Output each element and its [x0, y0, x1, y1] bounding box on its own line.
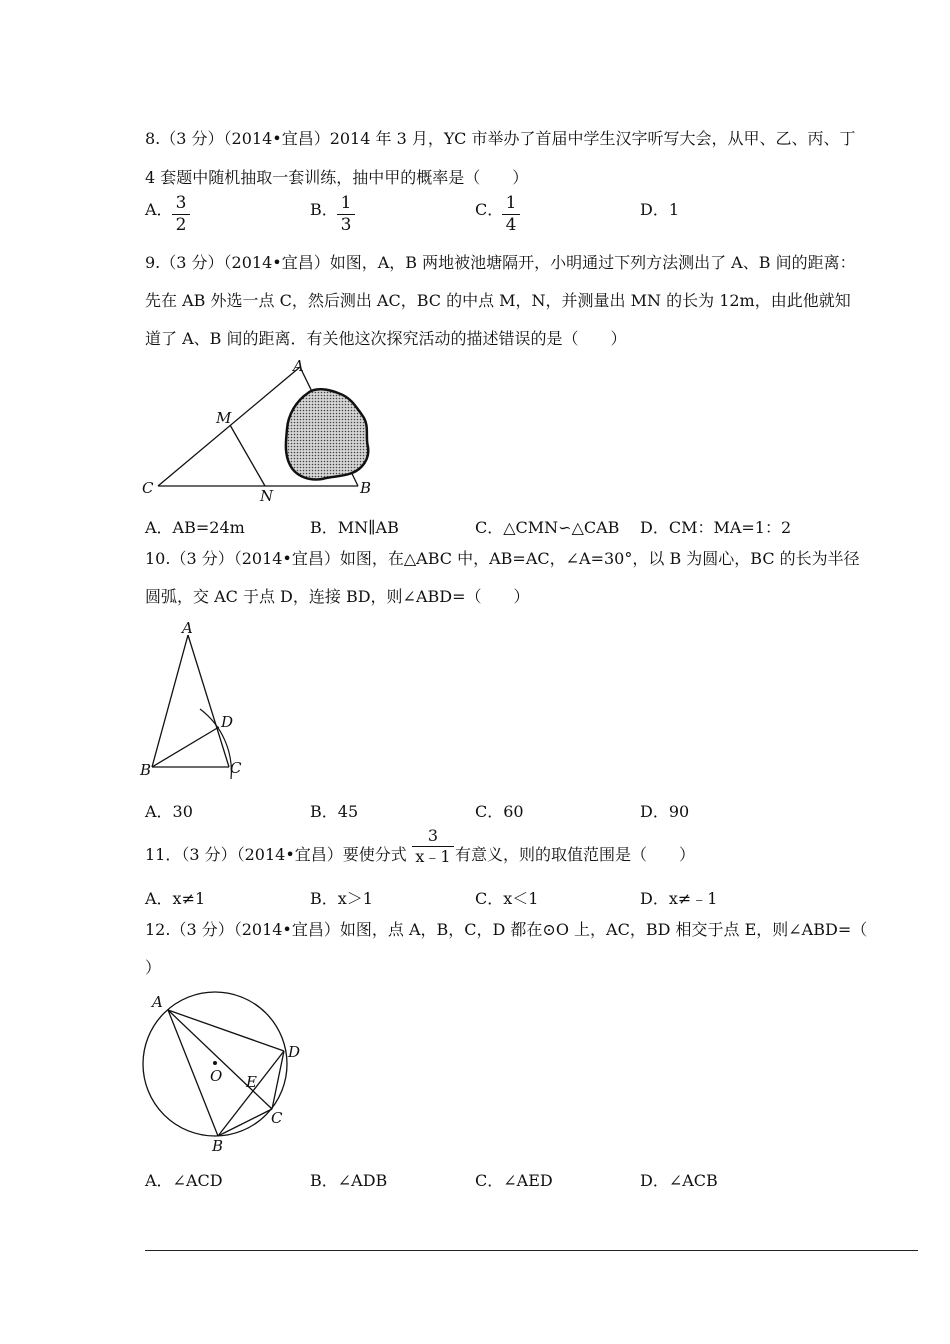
segment-bd: [152, 727, 219, 767]
q9-option-d: D．CM：MA=1：2: [640, 518, 792, 537]
option-label: D．: [640, 200, 669, 219]
numerator: 1: [505, 193, 517, 213]
q12-option-b: B．∠ADB: [310, 1171, 388, 1190]
q12-circle-figure: [138, 985, 313, 1155]
numerator: 3: [427, 826, 439, 845]
q12-stem-line2: ）: [145, 958, 162, 977]
label-e: E: [246, 1073, 257, 1091]
option-text: 1: [668, 200, 680, 219]
q9-stem-line2: 先在 AB 外选一点 C，然后测出 AC，BC 的中点 M，N，并测量出 MN 的长为 12m，由此他就知: [145, 291, 851, 310]
q9-option-a: A．AB=24m: [145, 518, 245, 537]
q12-option-d: D．∠ACB: [640, 1171, 718, 1190]
q10-option-b: B．45: [310, 802, 359, 821]
q8-option-b: [310, 197, 338, 220]
q8-option-b-fraction: [337, 195, 355, 234]
segment-ab: [152, 635, 188, 767]
label-b: B: [212, 1137, 224, 1155]
center-point: [213, 1061, 217, 1065]
q11-fraction: [412, 828, 454, 865]
segment-mn: [230, 425, 265, 486]
q8-stem-line1: 8.（3 分）（2014•宜昌）2014 年 3 月，YC 市举办了首届中学生汉字听写大会，从甲、乙、丙、丁: [145, 129, 856, 148]
q8-option-a-fraction: [172, 195, 190, 234]
q9-option-b: B．MN∥AB: [310, 518, 399, 537]
segment-ad: [168, 1010, 284, 1051]
label-n: N: [260, 487, 274, 505]
option-label: A．: [145, 200, 173, 219]
q9-option-c: C．△CMN∽△CAB: [475, 518, 620, 537]
q9-stem-line3: 道了 A、B 间的距离．有关他这次探究活动的描述错误的是（ ）: [145, 329, 627, 348]
denominator: x﹣1: [415, 847, 451, 866]
q8-option-d: [640, 197, 679, 220]
q10-stem-line2: 圆弧，交 AC 于点 D，连接 BD，则∠ABD=（ ）: [145, 587, 530, 606]
q9-stem-line1: 9.（3 分）（2014•宜昌）如图，A，B 两地被池塘隔开，小明通过下列方法测出了 A、B 间的距离：: [145, 253, 856, 272]
option-label: B．: [310, 200, 338, 219]
q11-stem-suffix: 有意义，则的取值范围是（ ）: [455, 845, 696, 864]
option-label: C．: [475, 200, 504, 219]
q11-option-c: C．x＜1: [475, 889, 539, 908]
q9-pond-figure: [140, 355, 380, 505]
denominator: 4: [505, 215, 517, 235]
label-a: A: [293, 357, 304, 375]
label-c: C: [142, 479, 154, 497]
q8-stem-line2: 4 套题中随机抽取一套训练，抽中甲的概率是（ ）: [145, 168, 529, 187]
denominator: 2: [175, 215, 187, 235]
q8-option-a: [145, 197, 173, 220]
label-m: M: [216, 409, 232, 427]
label-o: O: [210, 1067, 223, 1085]
q11-option-a: A．x≠1: [145, 889, 206, 908]
label-c: C: [230, 759, 242, 777]
q8-option-c-fraction: [502, 195, 520, 234]
q10-option-d: D．90: [640, 802, 690, 821]
q12-option-c: C．∠AED: [475, 1171, 553, 1190]
q12-option-a: A．∠ACD: [145, 1171, 223, 1190]
label-d: D: [221, 713, 234, 731]
label-a: A: [152, 993, 163, 1011]
label-a: A: [182, 619, 193, 637]
segment-ac: [168, 1010, 272, 1109]
pond-shape: [286, 389, 368, 479]
footer-rule: [145, 1250, 918, 1251]
label-c: C: [271, 1109, 283, 1127]
numerator: 3: [175, 193, 187, 213]
q11-stem-prefix: 11．（3 分）（2014•宜昌）要使分式: [145, 845, 407, 864]
label-b: B: [140, 761, 152, 779]
denominator: 3: [340, 215, 352, 235]
label-b: B: [360, 479, 372, 497]
q12-stem-line1: 12.（3 分）（2014•宜昌）如图，点 A，B，C，D 都在⊙O 上，AC，BD 相交于点 E，则∠ABD=（: [145, 920, 868, 939]
q10-stem-line1: 10.（3 分）（2014•宜昌）如图，在△ABC 中，AB=AC，∠A=30°，以 B 为圆心，BC 的长为半径: [145, 549, 860, 568]
numerator: 1: [340, 193, 352, 213]
segment-ac: [188, 635, 229, 767]
q10-option-c: C．60: [475, 802, 524, 821]
segment-bc: [218, 1109, 272, 1136]
q11-option-d: D．x≠﹣1: [640, 889, 718, 908]
label-d: D: [288, 1043, 301, 1061]
q11-option-b: B．x＞1: [310, 889, 373, 908]
q10-triangle-figure: [138, 617, 258, 782]
q8-option-c: [475, 197, 503, 220]
q10-option-a: A．30: [145, 802, 193, 821]
